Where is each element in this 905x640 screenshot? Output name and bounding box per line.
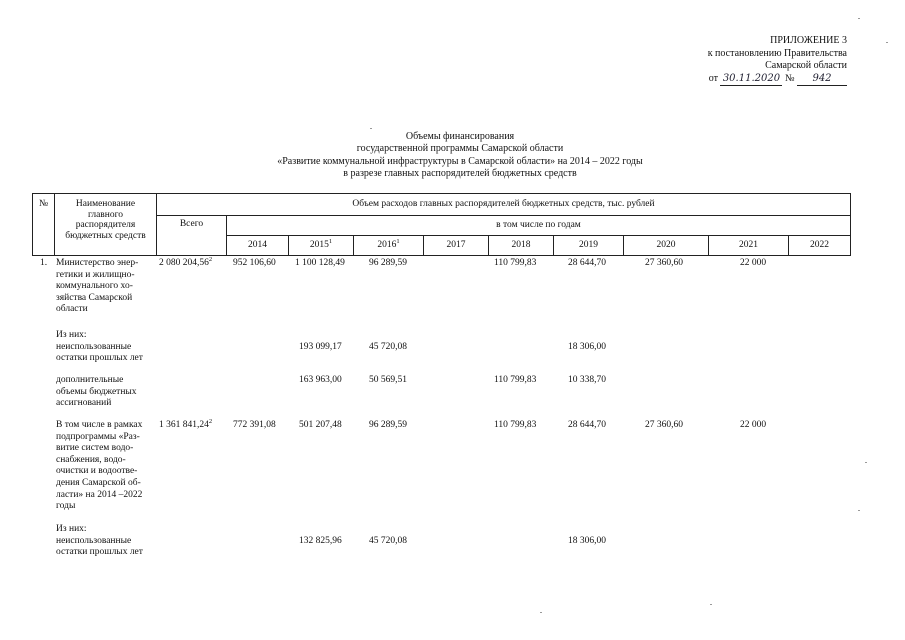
header-volume: Объем расходов главных распорядителей бюджетных средств, тыс. рублей [157, 194, 851, 216]
row-total: 2 080 204,56$^2$ [159, 255, 213, 268]
row-y2021: 22 000 [740, 258, 767, 268]
row-name: Министерство энер-гетики и жилищно-коммунального хо-зяйства Самарской области [56, 258, 139, 315]
row-y2016: 45 720,08 [369, 536, 407, 546]
scan-speck [370, 128, 372, 129]
appendix-block [647, 35, 847, 86]
row-name: Из них: неиспользованные остатки прошлых лет [56, 524, 143, 558]
scan-speck [865, 462, 867, 463]
date-value: 30.11.2020 [720, 73, 782, 87]
header-year-2021: 2021 [709, 236, 789, 256]
title-line1: Объемы финансирования [405, 131, 515, 142]
header-num: № [33, 194, 55, 256]
header-year-2014: 2014 [227, 236, 289, 256]
row-name: дополнительные объемы бюджетных ассигнований [56, 375, 137, 409]
scan-speck [858, 510, 860, 511]
row-y2019: 10 338,70 [568, 375, 606, 385]
header-year-2015: 2015$^1$ [289, 236, 354, 256]
scan-speck [886, 42, 888, 43]
header-year-2022: 2022 [789, 236, 851, 256]
header-total: Всего [157, 216, 227, 256]
appendix-line2: Самарской области [765, 60, 847, 71]
row-y2014: 952 106,60 [233, 258, 276, 268]
appendix-line1: к постановлению Правительства [707, 47, 847, 59]
header-year-2017: 2017 [424, 236, 489, 256]
row-y2018: 110 799,83 [494, 420, 537, 430]
header-by-years: в том числе по годам [227, 216, 851, 236]
row-num: 1. [40, 258, 48, 268]
title-line4: в разрезе главных распорядителей бюджетных средств [343, 167, 577, 179]
row-y2016: 96 289,59 [369, 258, 407, 268]
row-y2021: 22 000 [740, 420, 767, 430]
row-y2019: 18 306,00 [568, 342, 606, 352]
header-year-2020: 2020 [624, 236, 709, 256]
document-title [150, 131, 770, 180]
row-y2014: 772 391,08 [233, 420, 276, 430]
row-name: В том числе в рамках подпрограммы «Раз-витие систем водо-снабжения, водо-очистки и водоотве-дения Самарской об-ласти» на 2014 –2022 годы [56, 420, 143, 512]
title-line3: «Развитие коммунальной инфраструктуры в Самарской области» на 2014 – 2022 годы [277, 155, 643, 167]
row-y2019: 28 644,70 [568, 258, 606, 268]
number-prefix: № [784, 72, 795, 84]
appendix-date-line [647, 73, 847, 87]
row-y2015: 1 100 128,49 [295, 258, 345, 268]
scan-speck [540, 612, 542, 613]
header-year-2019: 2019 [554, 236, 624, 256]
appendix-title: ПРИЛОЖЕНИЕ 3 [770, 35, 847, 46]
table-header [32, 193, 851, 256]
header-name: Наименование главного распорядителя бюджетных средств [55, 194, 157, 256]
row-y2019: 18 306,00 [568, 536, 606, 546]
scan-speck [858, 18, 860, 19]
title-line2: государственной программы Самарской области [356, 143, 564, 155]
number-value: 942 [797, 73, 847, 87]
row-y2018: 110 799,83 [494, 375, 537, 385]
row-y2015: 132 825,96 [299, 536, 342, 546]
row-y2016: 96 289,59 [369, 420, 407, 430]
header-year-2018: 2018 [489, 236, 554, 256]
row-y2015: 163 963,00 [299, 375, 342, 385]
row-y2020: 27 360,60 [645, 258, 683, 268]
row-total: 1 361 841,24$^2$ [159, 417, 213, 430]
row-y2015: 193 099,17 [299, 342, 342, 352]
row-y2016: 50 569,51 [369, 375, 407, 385]
row-y2020: 27 360,60 [645, 420, 683, 430]
row-y2016: 45 720,08 [369, 342, 407, 352]
row-name: Из них: неиспользованные остатки прошлых лет [56, 330, 143, 364]
scan-speck [710, 604, 712, 605]
row-y2019: 28 644,70 [568, 420, 606, 430]
date-prefix: от [708, 72, 718, 84]
header-year-2016: 2016$^1$ [354, 236, 424, 256]
row-y2018: 110 799,83 [494, 258, 537, 268]
row-y2015: 501 207,48 [299, 420, 342, 430]
